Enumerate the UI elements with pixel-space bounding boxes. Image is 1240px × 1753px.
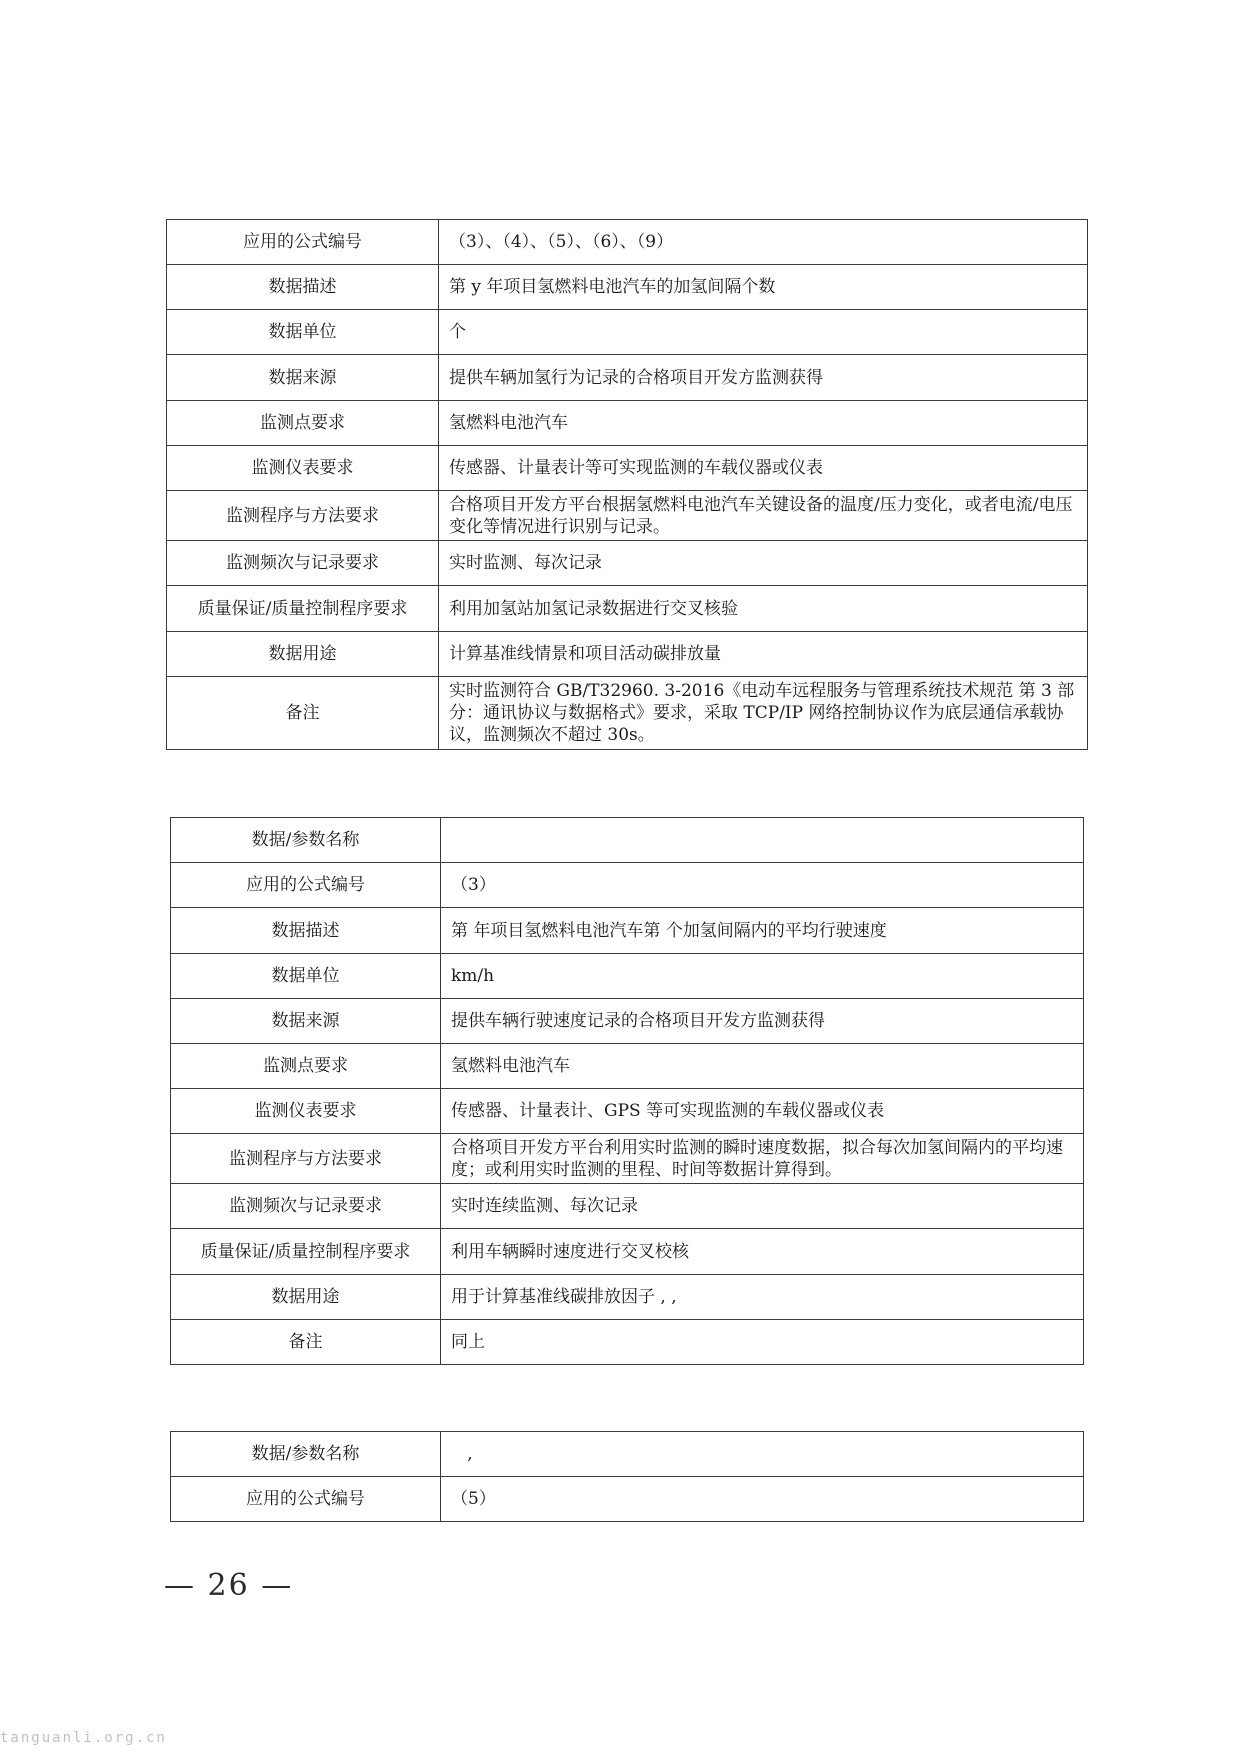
table-row	[167, 632, 1088, 677]
table-row	[171, 1184, 1084, 1229]
row-label: 备注	[171, 1320, 441, 1365]
table-row	[167, 265, 1088, 310]
row-value: （3）	[441, 863, 1084, 908]
row-label: 监测点要求	[171, 1044, 441, 1089]
row-value: 提供车辆加氢行为记录的合格项目开发方监测获得	[439, 355, 1088, 401]
row-label: 监测频次与记录要求	[167, 541, 439, 586]
row-value: （5）	[441, 1477, 1084, 1522]
row-value: 个	[439, 310, 1088, 355]
row-label: 数据/参数名称	[171, 818, 441, 863]
row-label: 监测频次与记录要求	[171, 1184, 441, 1229]
row-value: 用于计算基准线碳排放因子 , ,	[441, 1275, 1084, 1320]
table-row	[171, 1229, 1084, 1275]
data-parameter-table-1	[166, 219, 1088, 750]
row-label: 数据描述	[167, 265, 439, 310]
row-value: 第 年项目氢燃料电池汽车第 个加氢间隔内的平均行驶速度	[441, 908, 1084, 954]
row-label: 数据/参数名称	[171, 1432, 441, 1477]
row-label: 数据单位	[171, 954, 441, 999]
table-row	[171, 1275, 1084, 1320]
table-row	[167, 586, 1088, 632]
row-value: 利用加氢站加氢记录数据进行交叉核验	[439, 586, 1088, 632]
table-row	[171, 1044, 1084, 1089]
row-label: 数据单位	[167, 310, 439, 355]
table-row	[167, 401, 1088, 446]
table-row	[167, 220, 1088, 265]
table-row	[171, 1089, 1084, 1134]
row-value: 实时监测、每次记录	[439, 541, 1088, 586]
row-label: 质量保证/质量控制程序要求	[171, 1229, 441, 1275]
row-value: 提供车辆行驶速度记录的合格项目开发方监测获得	[441, 999, 1084, 1044]
table-row	[167, 355, 1088, 401]
row-value: ,	[441, 1432, 1084, 1477]
table-row	[171, 908, 1084, 954]
table-row	[167, 446, 1088, 491]
row-label: 数据来源	[171, 999, 441, 1044]
row-label: 监测仪表要求	[171, 1089, 441, 1134]
row-value: 合格项目开发方平台利用实时监测的瞬时速度数据，拟合每次加氢间隔内的平均速度；或利用实时监测的里程、时间等数据计算得到。	[441, 1134, 1084, 1184]
row-value: 第 y 年项目氢燃料电池汽车的加氢间隔个数	[439, 265, 1088, 310]
row-label: 应用的公式编号	[171, 1477, 441, 1522]
table-row	[171, 1320, 1084, 1365]
row-value: 传感器、计量表计等可实现监测的车载仪器或仪表	[439, 446, 1088, 491]
row-value: km/h	[441, 954, 1084, 999]
row-label: 监测程序与方法要求	[167, 491, 439, 541]
row-value: 同上	[441, 1320, 1084, 1365]
table-row	[167, 310, 1088, 355]
row-value: 氢燃料电池汽车	[441, 1044, 1084, 1089]
row-value: 利用车辆瞬时速度进行交叉校核	[441, 1229, 1084, 1275]
row-label: 备注	[167, 677, 439, 750]
table-row	[171, 1477, 1084, 1522]
row-label: 监测程序与方法要求	[171, 1134, 441, 1184]
row-value: 传感器、计量表计、GPS 等可实现监测的车载仪器或仪表	[441, 1089, 1084, 1134]
page-number: — 26 —	[164, 1568, 294, 1603]
table-row	[171, 1134, 1084, 1184]
table-row	[171, 1432, 1084, 1477]
row-label: 数据用途	[167, 632, 439, 677]
row-label: 应用的公式编号	[167, 220, 439, 265]
row-label: 监测点要求	[167, 401, 439, 446]
row-value	[441, 818, 1084, 863]
row-label: 应用的公式编号	[171, 863, 441, 908]
table-row	[171, 999, 1084, 1044]
row-label: 质量保证/质量控制程序要求	[167, 586, 439, 632]
row-value: 实时连续监测、每次记录	[441, 1184, 1084, 1229]
row-value: 计算基准线情景和项目活动碳排放量	[439, 632, 1088, 677]
table-row	[171, 863, 1084, 908]
table-row	[171, 954, 1084, 999]
row-label: 数据来源	[167, 355, 439, 401]
row-label: 监测仪表要求	[167, 446, 439, 491]
row-value: 合格项目开发方平台根据氢燃料电池汽车关键设备的温度/压力变化，或者电流/电压变化等情况进行识别与记录。	[439, 491, 1088, 541]
data-parameter-table-3	[170, 1431, 1084, 1522]
row-label: 数据用途	[171, 1275, 441, 1320]
table-row	[167, 677, 1088, 750]
table-row	[167, 491, 1088, 541]
watermark-text: tanguanli.org.cn	[0, 1730, 167, 1746]
row-value: 氢燃料电池汽车	[439, 401, 1088, 446]
table-row	[171, 818, 1084, 863]
row-label: 数据描述	[171, 908, 441, 954]
table-row	[167, 541, 1088, 586]
data-parameter-table-2	[170, 817, 1084, 1365]
row-value: 实时监测符合 GB/T32960. 3-2016《电动车远程服务与管理系统技术规范 第 3 部分：通讯协议与数据格式》要求，采取 TCP/IP 网络控制协议作为底层通信承载协议，监测频次不超过 30s。	[439, 677, 1088, 750]
row-value: （3）、（4）、（5）、（6）、（9）	[439, 220, 1088, 265]
